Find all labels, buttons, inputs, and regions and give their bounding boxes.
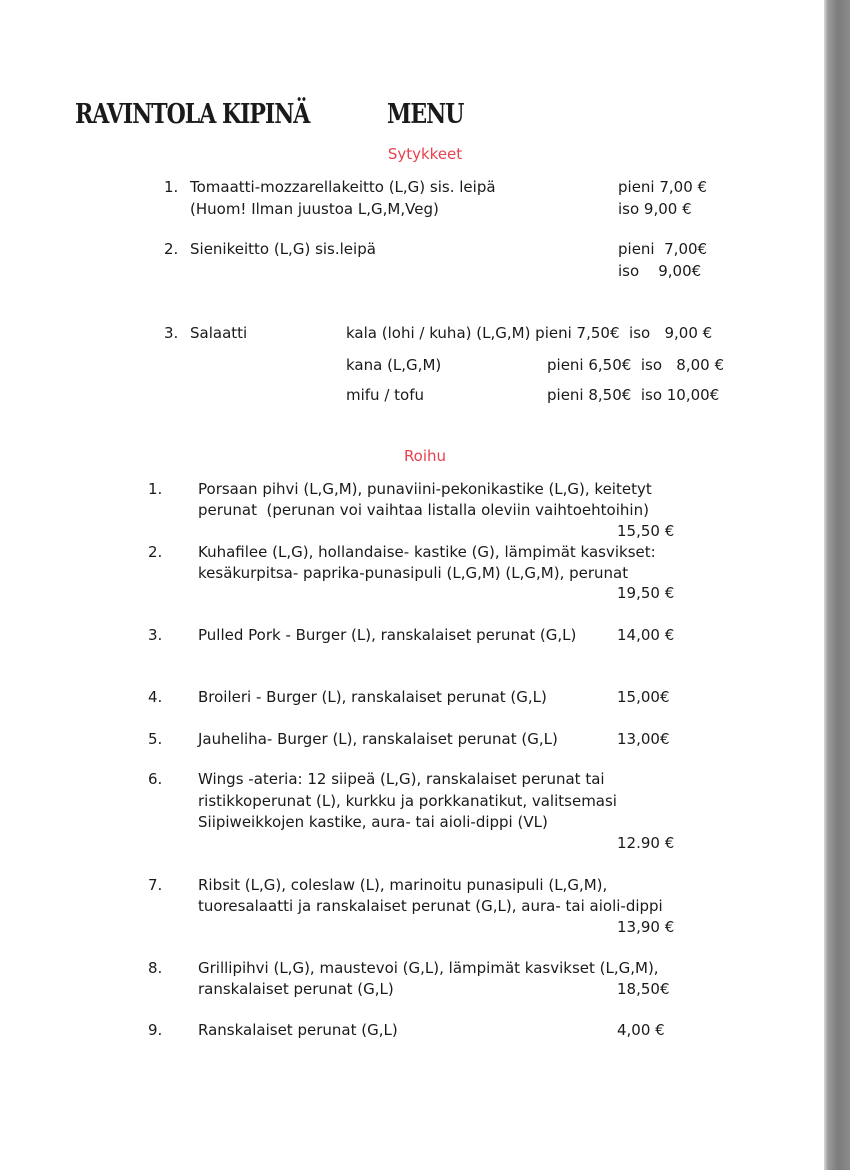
salad-option-tofu-price: pieni 8,50€ iso 10,00€: [547, 386, 720, 404]
item-description: Sienikeitto (L,G) sis.leipä: [190, 240, 376, 258]
item-price-small: pieni 7,00€: [618, 240, 708, 258]
item-number: 9.: [148, 1021, 163, 1039]
item-name: Salaatti: [190, 324, 248, 342]
item-number: 1.: [148, 480, 163, 498]
item-number: 3.: [148, 626, 163, 644]
item-description-line: perunat (perunan voi vaihtaa listalla oleviin vaihtoehtoihin): [198, 501, 649, 519]
item-description: Tomaatti-mozzarellakeitto (L,G) sis. leipä: [190, 178, 496, 196]
item-number: 4.: [148, 688, 163, 706]
item-description-line: Broileri - Burger (L), ranskalaiset perunat (G,L): [198, 688, 547, 706]
item-description-line: Siipiweikkojen kastike, aura- tai aioli-dippi (VL): [198, 813, 548, 831]
item-price-large: iso 9,00 €: [618, 200, 692, 218]
item-note: (Huom! Ilman juustoa L,G,M,Veg): [190, 200, 439, 218]
item-price-small: pieni 7,00 €: [618, 178, 708, 196]
item-number: 5.: [148, 730, 163, 748]
menu-title: MENU: [387, 98, 464, 131]
scan-edge-shadow: [824, 0, 850, 1170]
item-description-line: ranskalaiset perunat (G,L): [198, 980, 394, 998]
item-number: 2.: [148, 543, 163, 561]
item-price: 4,00 €: [617, 1021, 665, 1039]
salad-option-tofu: mifu / tofu: [346, 386, 425, 404]
section-title-sytykkeet: Sytykkeet: [387, 145, 463, 163]
salad-option-fish: kala (lohi / kuha) (L,G,M) pieni 7,50€ iso 9,00 €: [346, 324, 713, 342]
item-price: 14,00 €: [617, 626, 675, 644]
item-description-line: Ranskalaiset perunat (G,L): [198, 1021, 398, 1039]
item-number: 2.: [164, 240, 179, 258]
item-price: 18,50€: [617, 980, 670, 998]
item-description-line: tuoresalaatti ja ranskalaiset perunat (G,L), aura- tai aioli-dippi: [198, 897, 663, 915]
item-price: 12.90 €: [617, 834, 675, 852]
item-number: 7.: [148, 876, 163, 894]
section-title-roihu: Roihu: [403, 447, 447, 465]
item-description-line: Jauheliha- Burger (L), ranskalaiset perunat (G,L): [198, 730, 558, 748]
item-description-line: Wings -ateria: 12 siipeä (L,G), ranskalaiset perunat tai: [198, 770, 605, 788]
item-price: 19,50 €: [617, 584, 675, 602]
item-number: 1.: [164, 178, 179, 196]
salad-option-chicken-price: pieni 6,50€ iso 8,00 €: [547, 356, 725, 374]
item-price: 13,90 €: [617, 918, 675, 936]
salad-option-chicken: kana (L,G,M): [346, 356, 442, 374]
item-number: 6.: [148, 770, 163, 788]
item-description-line: ristikkoperunat (L), kurkku ja porkkanatikut, valitsemasi: [198, 792, 617, 810]
item-price: 13,00€: [617, 730, 670, 748]
restaurant-name: RAVINTOLA KIPINÄ: [75, 98, 310, 131]
item-description-line: Pulled Pork - Burger (L), ranskalaiset perunat (G,L): [198, 626, 577, 644]
item-description-line: kesäkurpitsa- paprika-punasipuli (L,G,M) (L,G,M), perunat: [198, 564, 629, 582]
item-number: 3.: [164, 324, 179, 342]
item-number: 8.: [148, 959, 163, 977]
item-description-line: Grillipihvi (L,G), maustevoi (G,L), lämpimät kasvikset (L,G,M),: [198, 959, 659, 977]
item-price: 15,00€: [617, 688, 670, 706]
item-description-line: Kuhafilee (L,G), hollandaise- kastike (G), lämpimät kasvikset:: [198, 543, 656, 561]
item-price: 15,50 €: [617, 522, 675, 540]
item-description-line: Porsaan pihvi (L,G,M), punaviini-pekonikastike (L,G), keitetyt: [198, 480, 652, 498]
item-price-large: iso 9,00€: [618, 262, 702, 280]
item-description-line: Ribsit (L,G), coleslaw (L), marinoitu punasipuli (L,G,M),: [198, 876, 608, 894]
